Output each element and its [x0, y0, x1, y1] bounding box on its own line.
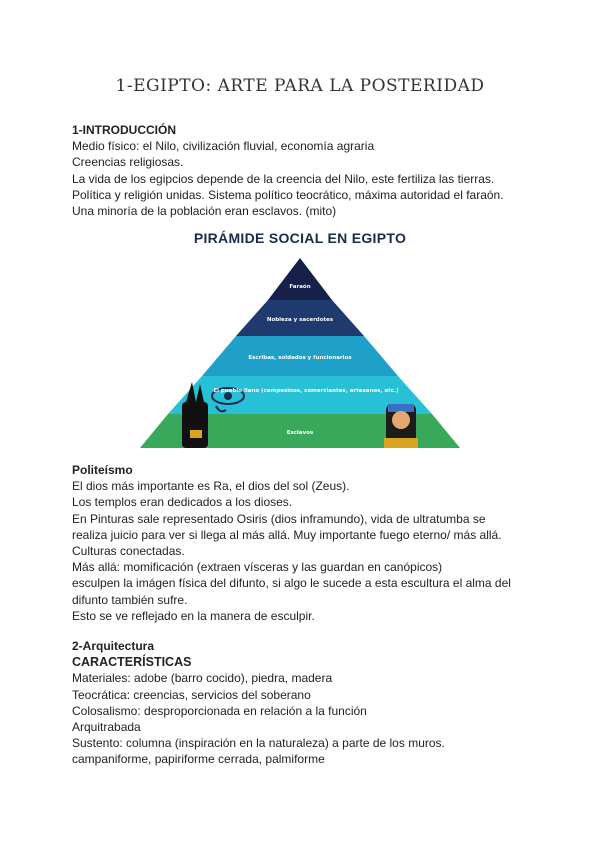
text-line: realiza juicio para ver si llega al más allá. Muy importante fuego eterno/ más allá. — [72, 527, 502, 542]
figure-title: PIRÁMIDE SOCIAL EN EGIPTO — [193, 230, 407, 246]
text-line: Más allá: momificación (extraen vísceras y las guardan en canópicos) — [72, 560, 443, 575]
section-introduccion — [72, 122, 532, 219]
text-line: El dios más importante es Ra, el dios del sol (Zeus). — [72, 479, 350, 494]
pyramid-label: Esclavos — [286, 430, 314, 436]
pharaoh-figure-icon — [384, 404, 418, 448]
text-line: campaniforme, papiriforme cerrada, palmiforme — [72, 752, 325, 767]
text-line: Esto se ve reflejado en la manera de esculpir. — [72, 608, 315, 623]
text-line: Arquitrabada — [72, 720, 141, 735]
section-heading: 2-Arquitectura — [72, 639, 155, 653]
pyramid-label: El pueblo llano (campesinos, comerciantes, artesanos, etc.) — [213, 388, 399, 394]
section-subheading: CARACTERÍSTICAS — [72, 655, 192, 670]
pyramid-label: Faraón — [289, 284, 311, 290]
text-line: esculpen la imágen física del difunto, si algo le sucede a esta escultura el alma del — [72, 576, 511, 591]
text-line: Colosalismo: desproporcionada en relación a la función — [72, 703, 367, 718]
pyramid-label: Escribas, soldados y funcionarios — [248, 355, 352, 361]
text-line: Culturas conectadas. — [72, 544, 185, 559]
social-pyramid-figure — [130, 254, 470, 454]
text-line: En Pinturas sale representado Osiris (dios inframundo), vida de ultratumba se — [72, 511, 486, 526]
text-line: Sustento: columna (inspiración en la naturaleza) a parte de los muros. — [72, 736, 445, 751]
section-politeismo — [72, 462, 532, 624]
document-title: 1-EGIPTO: ARTE PARA LA POSTERIDAD — [115, 76, 485, 96]
text-line: Política y religión unidas. Sistema político teocrático, máxima autoridad el faraón. — [72, 187, 504, 202]
text-line: Medio físico: el Nilo, civilización fluvial, economía agraria — [72, 139, 375, 154]
section-arquitectura — [72, 638, 532, 768]
section-heading: 1-INTRODUCCIÓN — [72, 123, 176, 137]
text-line: Materiales: adobe (barro cocido), piedra, madera — [72, 671, 333, 686]
text-line: Teocrática: creencias, servicios del soberano — [72, 687, 311, 702]
text-line: La vida de los egipcios depende de la creencia del Nilo, este fertiliza las tierras. — [72, 171, 495, 186]
section-heading: Politeísmo — [72, 463, 133, 477]
text-line: Una minoría de la población eran esclavos. (mito) — [72, 204, 337, 219]
pyramid-level-1 — [268, 258, 332, 300]
pyramid-label: Nobleza y sacerdotes — [266, 317, 334, 323]
text-line: difunto también sufre. — [72, 592, 188, 607]
text-line: Los templos eran dedicados a los dioses. — [72, 495, 293, 510]
text-line: Creencias religiosas. — [72, 155, 184, 170]
